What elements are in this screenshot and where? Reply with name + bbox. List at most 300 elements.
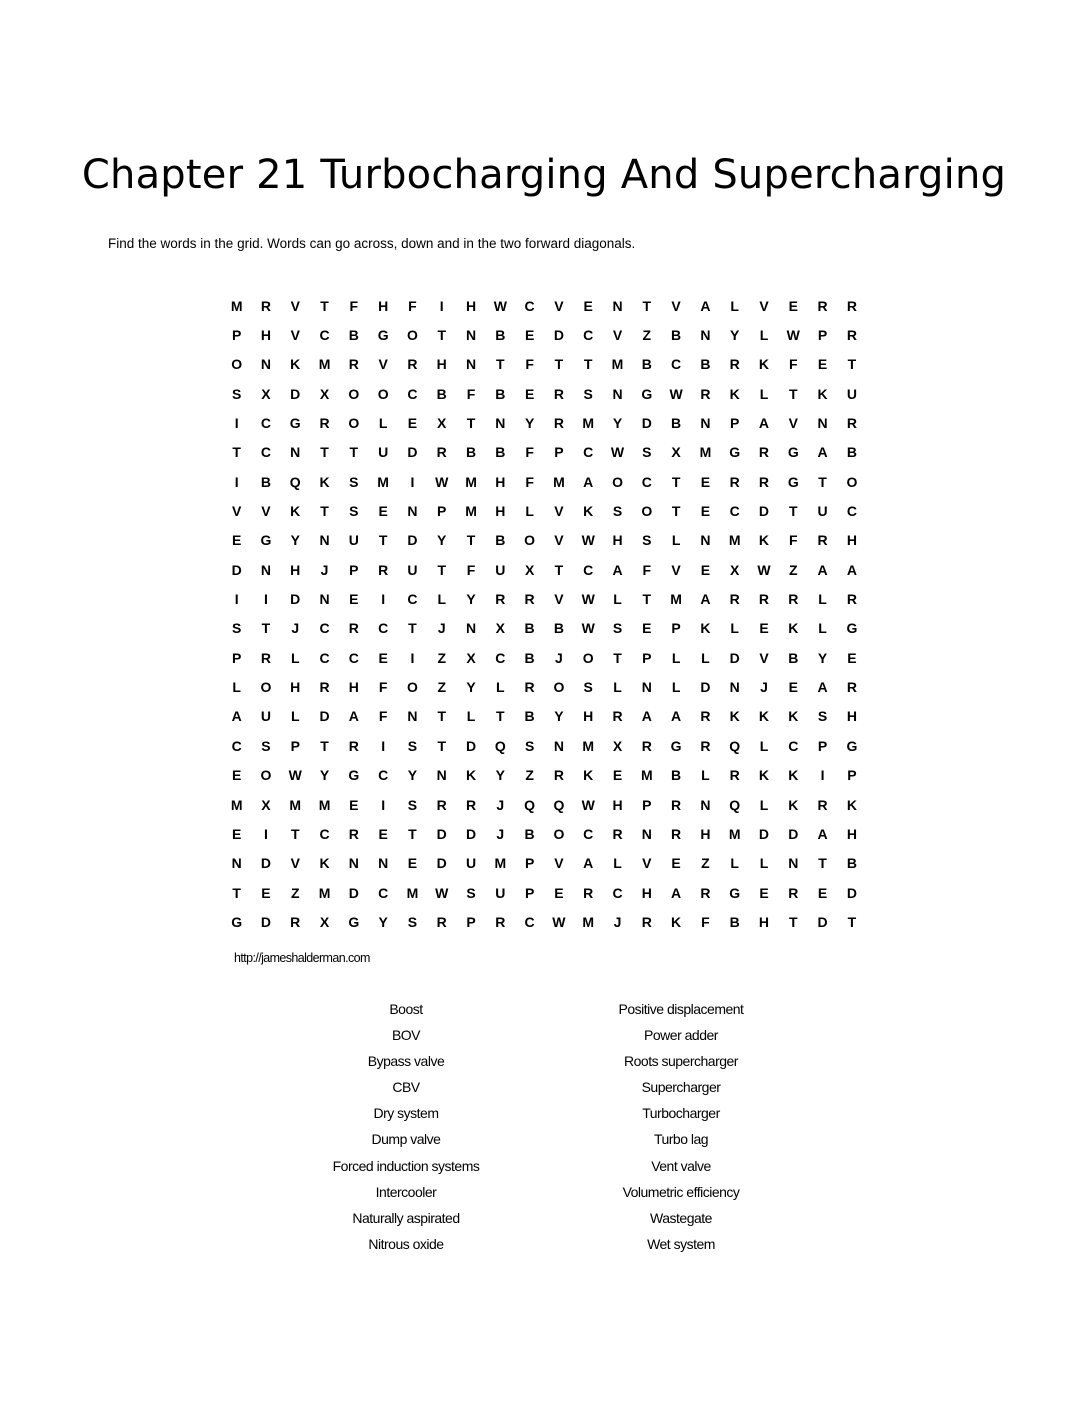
grid-letter: V (261, 503, 271, 520)
grid-letter: V (554, 591, 564, 608)
grid-letter: N (700, 327, 711, 344)
grid-letter: O (846, 473, 858, 490)
grid-letter: D (290, 385, 301, 402)
grid-letter: L (730, 620, 739, 637)
grid-letter: B (671, 327, 682, 344)
grid-letter: V (759, 649, 769, 666)
grid-letter: M (465, 503, 477, 520)
grid-letter: Z (290, 884, 300, 901)
grid-letter: V (788, 415, 798, 432)
grid-letter: C (319, 825, 330, 842)
grid-letter: X (261, 796, 271, 813)
grid-letter: G (787, 444, 799, 461)
grid-letter: O (348, 385, 360, 402)
grid-letter: L (232, 679, 241, 696)
grid-letter: V (554, 855, 564, 872)
grid-letter: M (553, 473, 565, 490)
grid-letter: L (613, 855, 622, 872)
grid-letter: H (612, 796, 623, 813)
grid-letter: Y (437, 532, 447, 549)
grid-letter: B (846, 444, 857, 461)
grid-letter: J (291, 620, 300, 637)
grid-letter: W (669, 385, 683, 402)
grid-letter: T (496, 708, 505, 725)
grid-letter: F (349, 297, 359, 314)
grid-letter: J (437, 620, 446, 637)
grid-letter: N (319, 532, 330, 549)
grid-letter: J (496, 796, 505, 813)
grid-letter: L (290, 708, 300, 725)
grid-letter: D (407, 532, 418, 549)
grid-letter: R (729, 473, 740, 490)
grid-letter: G (670, 737, 682, 754)
grid-letter: Y (407, 767, 418, 784)
grid-letter: C (495, 649, 506, 666)
grid-letter: N (817, 415, 828, 432)
grid-letter: D (436, 855, 447, 872)
word-list-item: Power adder (644, 1027, 718, 1044)
grid-letter: G (641, 385, 653, 402)
grid-letter: B (641, 356, 652, 373)
grid-letter: P (231, 649, 242, 666)
grid-letter: H (465, 297, 477, 314)
grid-letter: C (846, 503, 857, 520)
grid-letter: K (846, 796, 857, 813)
grid-letter: X (495, 620, 505, 637)
grid-letter: G (377, 327, 389, 344)
grid-letter: L (818, 620, 827, 637)
grid-letter: L (613, 679, 622, 696)
grid-letter: E (847, 649, 857, 666)
grid-letter: E (700, 561, 711, 578)
grid-letter: T (496, 356, 505, 373)
grid-letter: H (583, 708, 594, 725)
grid-letter: Y (524, 415, 535, 432)
grid-letter: U (407, 561, 418, 578)
grid-letter: T (408, 825, 417, 842)
grid-letter: S (349, 473, 359, 490)
grid-letter: F (701, 913, 710, 930)
grid-letter: I (381, 591, 386, 608)
grid-letter: R (788, 884, 799, 901)
grid-letter: N (260, 561, 271, 578)
grid-letter: B (729, 913, 740, 930)
grid-letter: S (612, 620, 623, 637)
grid-letter: R (553, 767, 564, 784)
grid-letter: H (348, 679, 359, 696)
grid-letter: C (260, 415, 271, 432)
word-list-item: Vent valve (651, 1157, 711, 1174)
grid-letter: I (234, 591, 239, 608)
grid-letter: C (671, 356, 682, 373)
grid-letter: B (671, 415, 682, 432)
grid-letter: T (320, 503, 329, 520)
grid-letter: B (495, 385, 506, 402)
word-list-item: Dry system (373, 1105, 439, 1122)
grid-letter: Q (524, 796, 536, 813)
grid-letter: F (789, 532, 798, 549)
grid-letter: K (290, 503, 301, 520)
grid-letter: C (378, 884, 389, 901)
grid-letter: R (495, 591, 506, 608)
grid-letter: K (758, 767, 770, 784)
grid-letter: C (407, 385, 418, 402)
grid-letter: C (378, 620, 389, 637)
grid-letter: R (758, 591, 770, 608)
grid-letter: S (583, 385, 593, 402)
grid-letter: C (348, 649, 359, 666)
grid-letter: B (846, 855, 857, 872)
grid-letter: N (290, 444, 301, 461)
grid-letter: H (290, 679, 301, 696)
word-list-item: Intercooler (375, 1183, 437, 1200)
grid-letter: M (728, 825, 741, 842)
grid-letter: N (641, 825, 652, 842)
grid-letter: K (583, 767, 594, 784)
grid-letter: F (466, 385, 476, 402)
grid-letter: A (671, 884, 682, 901)
grid-letter: V (671, 561, 681, 578)
grid-letter: I (264, 591, 268, 608)
grid-letter: R (758, 473, 770, 490)
grid-letter: V (290, 327, 300, 344)
grid-letter: D (319, 708, 330, 725)
grid-letter: R (612, 708, 623, 725)
grid-letter: W (610, 444, 625, 461)
grid-letter: P (231, 327, 242, 344)
grid-letter: W (552, 913, 566, 930)
grid-letter: V (290, 855, 300, 872)
grid-letter: E (378, 825, 388, 842)
grid-letter: W (581, 796, 595, 813)
grid-letter: C (319, 620, 330, 637)
grid-letter: L (818, 591, 827, 608)
grid-letter: E (700, 473, 711, 490)
grid-letter: A (641, 708, 652, 725)
grid-letter: K (788, 708, 799, 725)
grid-letter: R (436, 913, 447, 930)
grid-letter: A (700, 591, 711, 608)
word-list-right (551, 999, 811, 1260)
grid-letter: R (671, 825, 682, 842)
grid-letter: O (260, 767, 272, 784)
grid-letter: R (817, 532, 828, 549)
grid-letter: W (435, 473, 449, 490)
grid-letter: D (290, 591, 301, 608)
grid-letter: T (789, 913, 798, 930)
grid-letter: C (612, 884, 623, 901)
grid-letter: I (820, 767, 825, 784)
grid-letter: L (759, 327, 769, 344)
grid-letter: C (407, 591, 418, 608)
grid-letter: E (817, 884, 828, 901)
grid-letter: K (788, 620, 799, 637)
grid-letter: Z (437, 649, 446, 666)
grid-letter: D (700, 679, 711, 696)
grid-letter: R (378, 561, 389, 578)
grid-letter: C (583, 561, 594, 578)
grid-letter: N (407, 503, 418, 520)
grid-letter: R (758, 444, 770, 461)
grid-letter: N (231, 855, 242, 872)
grid-letter: T (613, 649, 622, 666)
grid-letter: X (466, 649, 476, 666)
grid-letter: N (700, 532, 711, 549)
grid-letter: E (671, 855, 681, 872)
grid-letter: L (378, 415, 388, 432)
grid-letter: R (348, 356, 359, 373)
grid-letter: G (846, 620, 858, 637)
grid-letter: O (582, 649, 594, 666)
grid-letter: L (290, 649, 300, 666)
grid-letter: N (348, 855, 359, 872)
grid-letter: L (466, 708, 476, 725)
grid-letter: C (729, 503, 740, 520)
grid-letter: V (642, 855, 652, 872)
grid-letter: L (730, 297, 739, 314)
grid-letter: T (554, 356, 564, 373)
word-list-item: Turbocharger (642, 1105, 720, 1122)
grid-letter: E (759, 620, 769, 637)
grid-letter: R (846, 679, 857, 696)
word-list-item: Supercharger (641, 1079, 721, 1096)
grid-letter: E (700, 503, 711, 520)
grid-letter: G (231, 913, 243, 930)
grid-letter: R (553, 385, 564, 402)
grid-letter: P (524, 884, 535, 901)
grid-letter: H (290, 561, 301, 578)
grid-letter: K (758, 708, 770, 725)
grid-letter: L (496, 679, 505, 696)
grid-letter: X (261, 385, 271, 402)
word-list-item: Forced induction systems (332, 1157, 480, 1174)
grid-letter: R (348, 737, 359, 754)
grid-letter: E (554, 884, 564, 901)
grid-letter: C (260, 444, 271, 461)
source-url: http://jameshalderman.com (234, 951, 370, 965)
grid-letter: T (671, 473, 681, 490)
grid-letter: R (524, 679, 535, 696)
grid-letter: P (730, 415, 740, 432)
grid-letter: T (232, 444, 241, 461)
grid-letter: A (817, 825, 828, 842)
page-title: Chapter 21 Turbocharging And Supercharging (81, 152, 1007, 198)
grid-letter: B (524, 708, 535, 725)
grid-letter: E (524, 327, 535, 344)
grid-letter: E (378, 503, 388, 520)
grid-letter: V (554, 297, 564, 314)
grid-letter: Z (789, 561, 798, 578)
grid-letter: M (640, 767, 653, 784)
grid-letter: H (612, 532, 623, 549)
grid-letter: K (319, 473, 330, 490)
grid-letter: E (349, 591, 359, 608)
grid-letter: T (378, 532, 388, 549)
grid-letter: H (846, 708, 857, 725)
grid-letter: G (289, 415, 301, 432)
grid-letter: V (231, 503, 242, 520)
grid-letter: L (671, 649, 681, 666)
grid-letter: E (583, 297, 593, 314)
grid-letter: H (758, 913, 770, 930)
grid-letter: L (671, 679, 681, 696)
grid-letter: R (465, 796, 477, 813)
grid-letter: W (581, 532, 595, 549)
grid-letter: G (348, 767, 360, 784)
grid-letter: N (700, 415, 711, 432)
grid-letter: V (612, 327, 623, 344)
grid-letter: Z (525, 767, 534, 784)
grid-letter: K (729, 708, 740, 725)
grid-letter: U (817, 503, 828, 520)
grid-letter: N (553, 737, 564, 754)
grid-letter: M (230, 297, 243, 314)
grid-letter: P (671, 620, 681, 637)
grid-letter: O (553, 679, 565, 696)
grid-letter: E (407, 415, 418, 432)
grid-letter: B (671, 767, 682, 784)
grid-letter: K (758, 356, 770, 373)
grid-letter: F (525, 444, 534, 461)
grid-letter: R (700, 884, 711, 901)
grid-letter: W (493, 297, 507, 314)
grid-letter: D (231, 561, 242, 578)
grid-letter: B (524, 649, 535, 666)
grid-letter: S (612, 503, 623, 520)
grid-letter: R (729, 591, 740, 608)
grid-letter: Q (289, 473, 301, 490)
grid-letter: K (583, 503, 594, 520)
grid-letter: L (701, 767, 710, 784)
grid-letter: T (583, 356, 593, 373)
grid-letter: R (348, 620, 359, 637)
grid-letter: R (319, 679, 330, 696)
grid-letter: H (846, 532, 857, 549)
grid-letter: A (583, 855, 594, 872)
grid-letter: T (320, 737, 329, 754)
grid-letter: H (260, 327, 271, 344)
grid-letter: K (788, 796, 799, 813)
grid-letter: T (671, 503, 681, 520)
grid-letter: S (466, 884, 476, 901)
grid-letter: Q (553, 796, 565, 813)
word-list-item: Nitrous oxide (368, 1235, 444, 1252)
grid-letter: U (348, 532, 359, 549)
grid-letter: V (554, 503, 564, 520)
grid-letter: C (524, 297, 535, 314)
grid-letter: R (700, 737, 711, 754)
grid-letter: C (524, 913, 535, 930)
grid-letter: T (847, 356, 857, 373)
grid-letter: E (788, 297, 798, 314)
grid-letter: X (671, 444, 681, 461)
grid-letter: N (495, 415, 506, 432)
grid-letter: D (553, 327, 564, 344)
grid-letter: U (495, 561, 506, 578)
grid-letter: R (641, 913, 652, 930)
grid-letter: Y (466, 591, 476, 608)
grid-letter: X (437, 415, 447, 432)
grid-letter: R (553, 415, 564, 432)
grid-letter: T (320, 297, 329, 314)
grid-letter: R (436, 444, 447, 461)
grid-letter: V (290, 297, 300, 314)
grid-letter: N (612, 297, 623, 314)
grid-letter: O (524, 532, 536, 549)
grid-letter: H (641, 884, 652, 901)
grid-letter: I (381, 737, 386, 754)
grid-letter: E (759, 884, 769, 901)
grid-letter: S (407, 913, 418, 930)
grid-letter: G (729, 444, 741, 461)
grid-letter: T (466, 415, 476, 432)
grid-letter: M (611, 356, 624, 373)
grid-letter: C (319, 327, 330, 344)
grid-letter: B (348, 327, 359, 344)
grid-letter: D (465, 825, 477, 842)
grid-letter: M (699, 444, 712, 461)
grid-letter: B (495, 327, 506, 344)
grid-letter: R (817, 297, 828, 314)
grid-letter: J (613, 913, 622, 930)
grid-letter: P (817, 737, 828, 754)
grid-letter: C (378, 767, 389, 784)
grid-letter: L (759, 796, 769, 813)
grid-letter: U (260, 708, 271, 725)
grid-letter: R (290, 913, 301, 930)
grid-letter: E (817, 356, 828, 373)
grid-letter: N (641, 679, 652, 696)
grid-letter: B (495, 532, 506, 549)
word-list-item: Wastegate (650, 1209, 712, 1226)
grid-letter: Y (817, 649, 828, 666)
grid-letter: F (466, 561, 476, 578)
grid-letter: A (758, 415, 770, 432)
grid-letter: J (496, 825, 505, 842)
grid-letter: I (234, 473, 239, 490)
grid-letter: U (465, 855, 477, 872)
grid-letter: T (437, 737, 446, 754)
grid-letter: S (524, 737, 535, 754)
grid-letter: O (260, 679, 272, 696)
grid-letter: P (349, 561, 359, 578)
grid-letter: E (231, 532, 242, 549)
grid-letter: E (378, 649, 388, 666)
grid-letter: L (437, 591, 446, 608)
grid-letter: H (436, 356, 447, 373)
grid-letter: E (231, 767, 242, 784)
grid-letter: X (730, 561, 740, 578)
grid-letter: K (290, 356, 301, 373)
grid-letter: A (846, 561, 857, 578)
grid-letter: C (583, 444, 594, 461)
grid-letter: O (641, 503, 653, 520)
grid-letter: T (320, 444, 329, 461)
grid-letter: L (759, 737, 769, 754)
grid-letter: N (729, 679, 740, 696)
grid-letter: R (348, 825, 359, 842)
grid-letter: R (817, 796, 828, 813)
grid-letter: X (524, 561, 535, 578)
grid-letter: F (789, 356, 798, 373)
grid-letter: W (581, 591, 595, 608)
grid-letter: S (349, 503, 359, 520)
grid-letter: P (642, 649, 652, 666)
grid-letter: W (786, 327, 800, 344)
grid-letter: T (789, 503, 798, 520)
grid-letter: M (582, 913, 595, 930)
grid-letter: F (642, 561, 652, 578)
